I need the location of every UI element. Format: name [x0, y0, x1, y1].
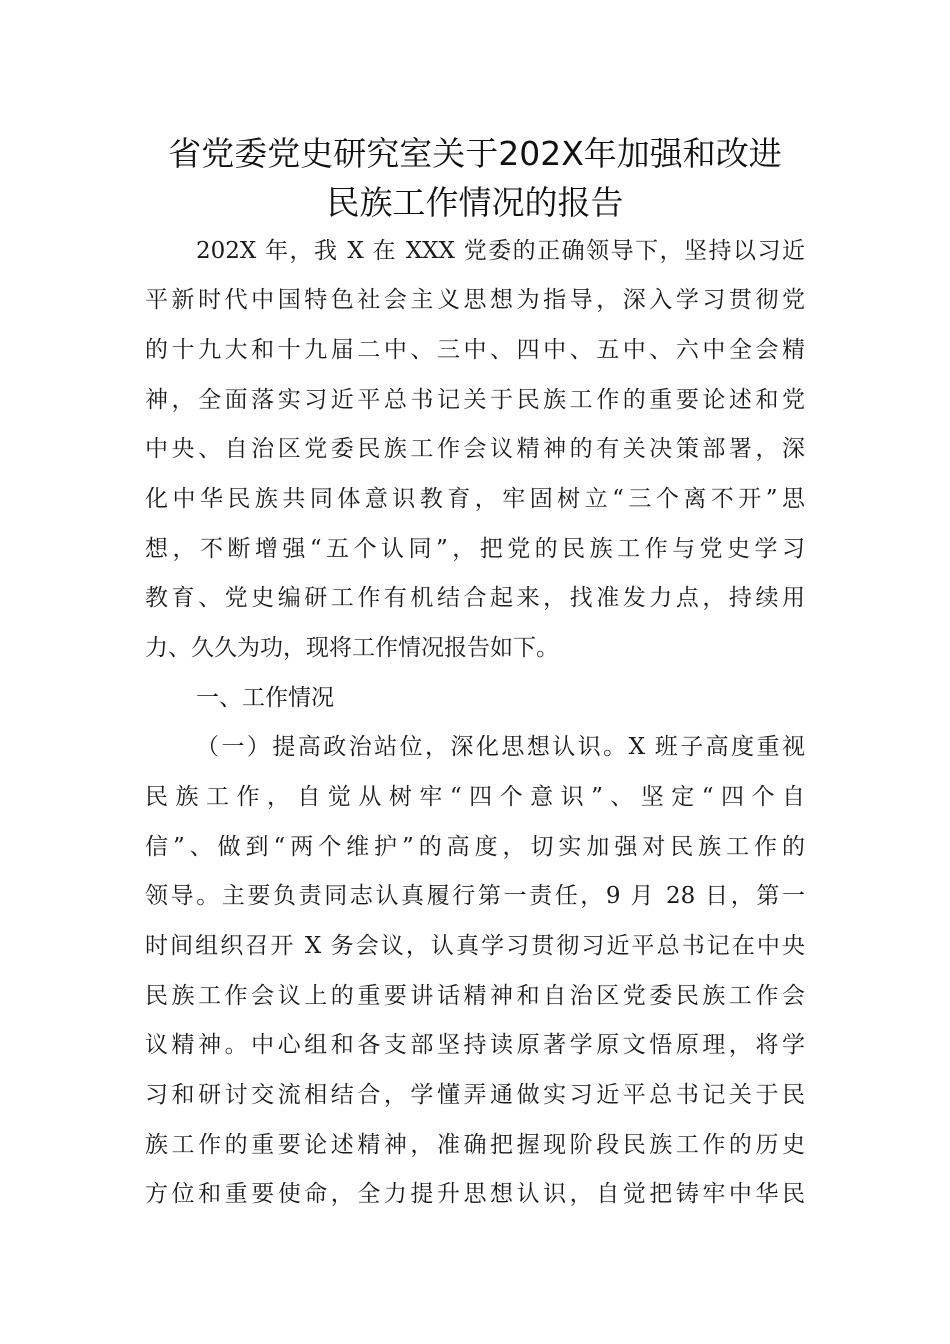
section-line-9: 族工作的重要论述精神，准确把握现阶段民族工作的历史 — [145, 1132, 805, 1158]
intro-line-1: 202X 年，我 X 在 XXX 党委的正确领导下，坚持以习近 — [196, 238, 805, 264]
section-line-10: 方位和重要使命，全力提升思想认识，自觉把铸牢中华民 — [145, 1181, 805, 1207]
section-line-3: 信”、做到“两个维护”的高度，切实加强对民族工作的 — [145, 834, 805, 860]
section-heading: 一、工作情况 — [196, 685, 334, 711]
intro-line-2: 平新时代中国特色社会主义思想为指导，深入学习贯彻党 — [145, 287, 805, 313]
section-line-4: 领导。主要负责同志认真履行第一责任，9 月 28 日，第一 — [145, 883, 805, 909]
intro-line-7: 想，不断增强“五个认同”，把党的民族工作与党史学习 — [145, 536, 805, 562]
intro-line-3: 的十九大和十九届二中、三中、四中、五中、六中全会精 — [145, 337, 805, 363]
report-title-line-2: 民族工作情况的报告 — [326, 183, 624, 222]
intro-line-6: 化中华民族共同体意识教育，牢固树立“三个离不开”思 — [145, 486, 805, 512]
section-line-5: 时间组织召开 X 务会议，认真学习贯彻习近平总书记在中央 — [145, 933, 805, 959]
section-line-7: 议精神。中心组和各支部坚持读原著学原文悟原理，将学 — [145, 1032, 805, 1058]
intro-line-5: 中央、自治区党委民族工作会议精神的有关决策部署，深 — [145, 436, 805, 462]
section-line-6: 民族工作会议上的重要讲话精神和自治区党委民族工作会 — [145, 983, 805, 1009]
report-title-line-1: 省党委党史研究室关于202X年加强和改进 — [168, 134, 782, 173]
intro-line-9: 力、久久为功，现将工作情况报告如下。 — [145, 635, 559, 661]
intro-line-8: 教育、党史编研工作有机结合起来，找准发力点，持续用 — [145, 585, 805, 611]
intro-line-4: 神，全面落实习近平总书记关于民族工作的重要论述和党 — [145, 387, 805, 413]
section-line-2: 民族工作，自觉从树牢“四个意识”、坚定“四个自 — [145, 784, 805, 810]
section-line-8: 习和研讨交流相结合，学懂弄通做实习近平总书记关于民 — [145, 1082, 805, 1108]
section-line-1: （一）提高政治站位，深化思想认识。X 班子高度重视 — [196, 734, 805, 760]
